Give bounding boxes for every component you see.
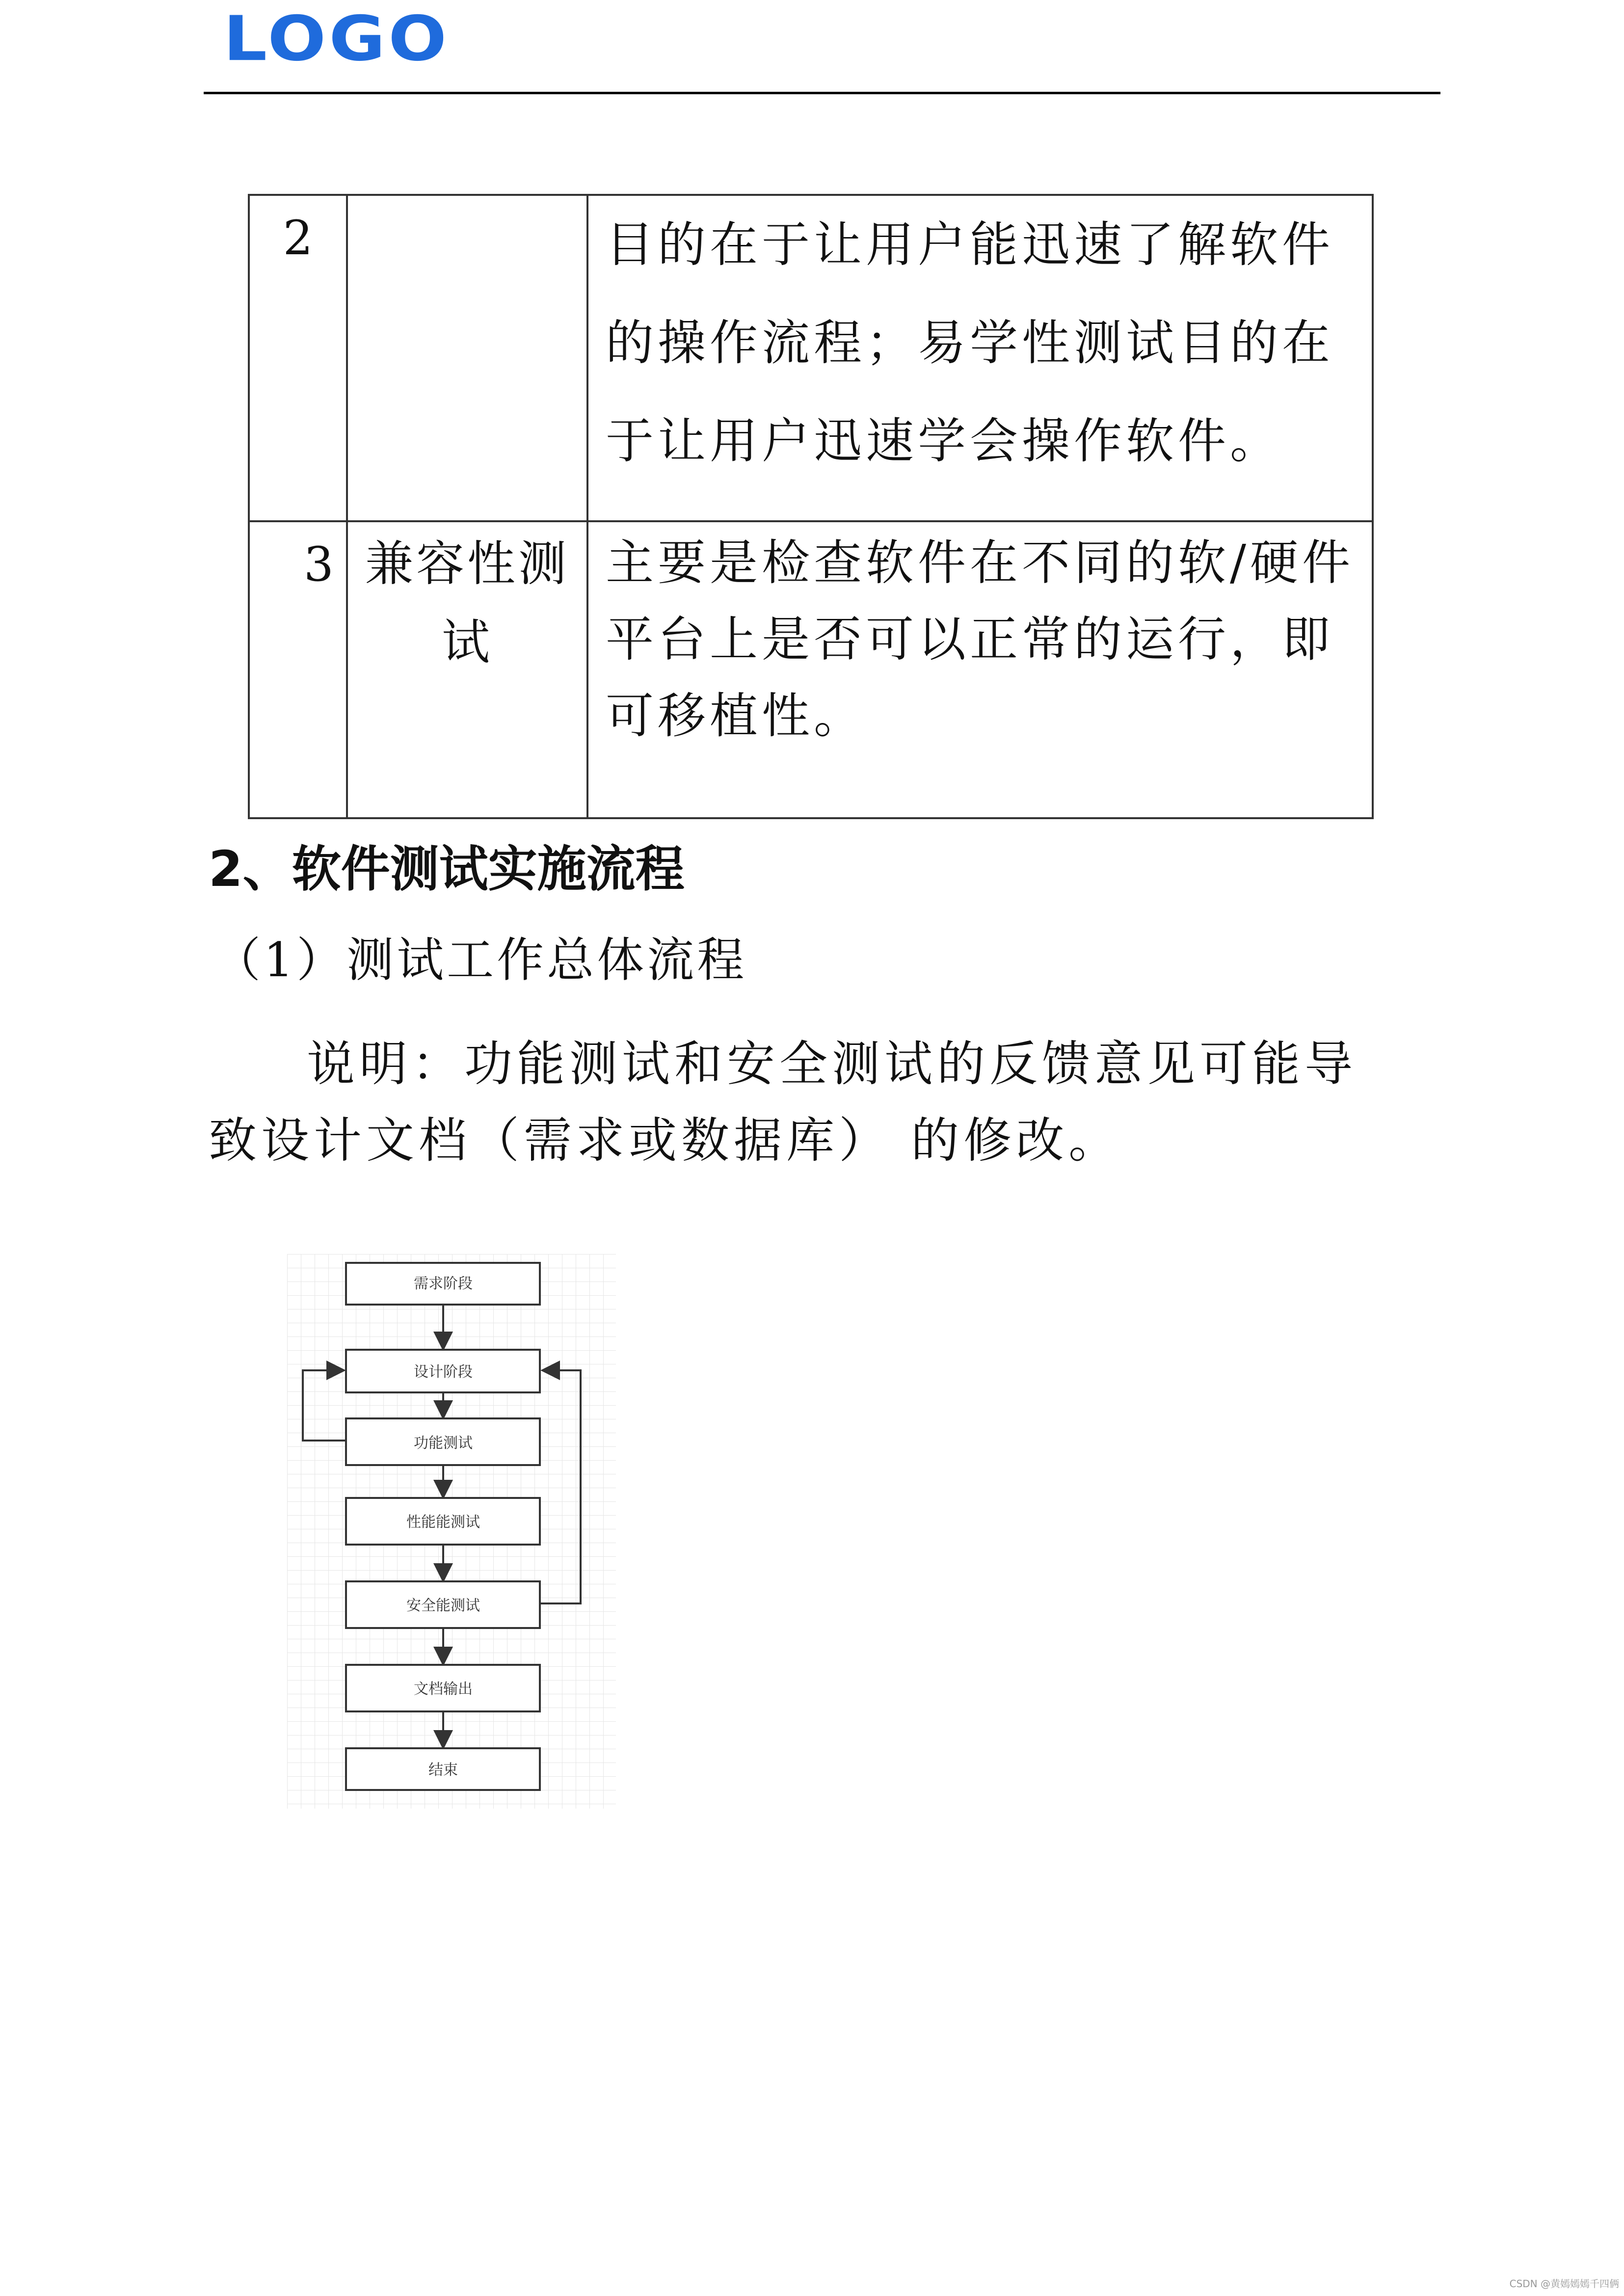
section-heading: 2、软件测试实施流程 <box>209 840 685 898</box>
description-paragraph: 说明：功能测试和安全测试的反馈意见可能导致设计文档（需求或数据库） 的修改。 <box>209 1036 1358 1169</box>
flow-step <box>346 1665 540 1711</box>
svg-text:文档输出: 文档输出 <box>414 1681 473 1698</box>
row-description: 目的在于让用户能迅速了解软件的操作流程；易学性测试目的在于让用户迅速学会操作软件。 <box>587 195 1373 521</box>
svg-text:功能测试: 功能测试 <box>414 1435 473 1452</box>
flow-step <box>346 1498 540 1545</box>
table-row <box>249 195 1373 521</box>
flow-step <box>346 1581 540 1628</box>
row-name <box>347 195 587 521</box>
svg-text:安全能测试: 安全能测试 <box>406 1597 480 1614</box>
svg-text:设计阶段: 设计阶段 <box>414 1363 473 1381</box>
flow-step <box>346 1350 540 1392</box>
svg-text:需求阶段: 需求阶段 <box>414 1275 473 1292</box>
row-number: 2 <box>249 195 347 521</box>
logo: LOGO <box>223 3 450 75</box>
table-row <box>249 521 1373 818</box>
flow-step <box>346 1418 540 1465</box>
svg-text:性能能测试: 性能能测试 <box>406 1514 480 1531</box>
row-description: 主要是检查软件在不同的软/硬件平台上是否可以正常的运行，即可移植性。 <box>587 521 1373 818</box>
watermark: CSDN @黄嫣嫣嫣千四俩 <box>1509 2278 1619 2290</box>
flow-step <box>346 1748 540 1790</box>
section-subheading: （1）测试工作总体流程 <box>213 933 747 988</box>
svg-text:结束: 结束 <box>428 1762 458 1779</box>
header-rule <box>204 92 1440 94</box>
content-table <box>248 194 1374 819</box>
row-name: 兼容性测试 <box>347 521 587 818</box>
flow-step <box>346 1263 540 1305</box>
row-number: 3 <box>249 521 347 818</box>
flowchart-diagram <box>287 1254 616 1809</box>
